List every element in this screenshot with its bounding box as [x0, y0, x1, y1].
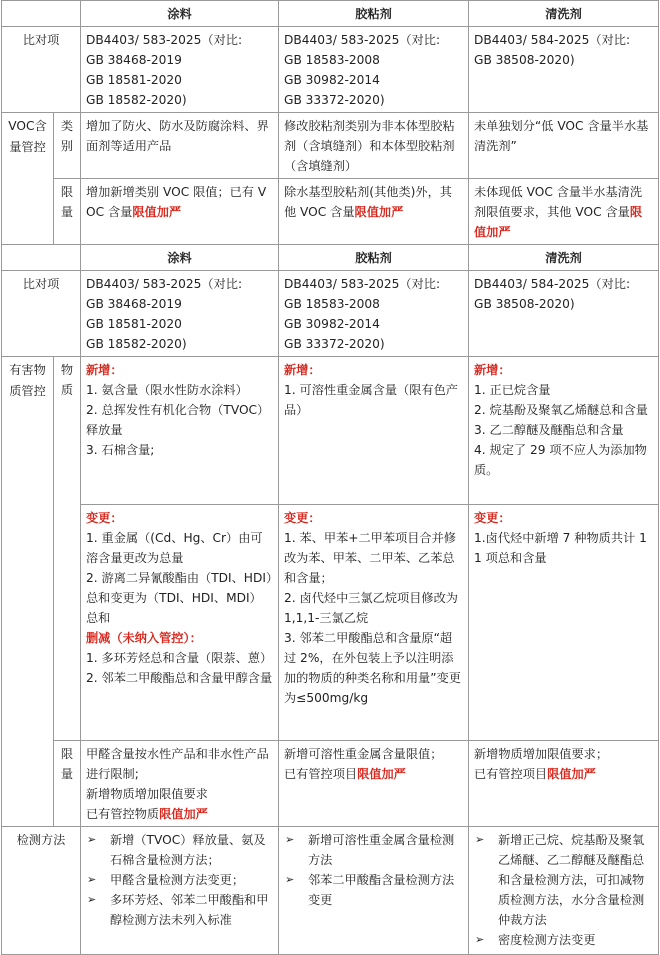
compare-line: GB 38468-2019 — [86, 53, 182, 67]
hazard-limit-paint — [81, 741, 279, 827]
list-item: 2. 邻苯二甲酸酯总和含量甲醇含量 — [86, 671, 273, 685]
list-item: 1.卤代烃中新增 7 种物质共计 11 项总和含量 — [474, 531, 647, 565]
changed-label: 变更： — [86, 511, 123, 525]
compare-line: GB 18581-2020 — [86, 73, 182, 87]
compare-line: DB4403/ 584-2025（对比: — [474, 33, 631, 47]
tightened-label: 限值加严 — [547, 767, 596, 781]
list-item: 3. 乙二醇醚及醚酯总和含量 — [474, 423, 624, 437]
list-item: 1. 重金属（(Cd、Hg、Cr）由可溶含量更改为总量 — [86, 531, 263, 565]
compare-line: GB 33372-2020) — [284, 93, 385, 107]
added-label: 新增： — [86, 363, 123, 377]
limit-text: 已有管控项目 — [284, 767, 358, 781]
bullet-item: ➢ 新增可溶性重金属含量检测方法 — [284, 830, 463, 870]
voc-limit-paint — [81, 179, 279, 245]
list-item: 1. 正已烷含量 — [474, 383, 551, 397]
list-item: 3. 邻苯二甲酸酯总和含量原“超过 2%，在外包装上予以注明添加的物质的种类名称和用量”变更为≤500mg/kg — [284, 631, 461, 705]
compare-paint — [81, 271, 279, 357]
hazard-limit-cleaner — [469, 741, 659, 827]
limit-text: 已有管控物质 — [86, 807, 160, 821]
compare-line: GB 33372-2020) — [284, 337, 385, 351]
test-method-adhesive — [279, 827, 469, 955]
voc-limit-text: 未体现低 VOC 含量半水基清洗剂限值要求，其他 VOC 含量 — [474, 185, 643, 219]
comparison-table — [1, 0, 659, 955]
hazard-added-cleaner — [469, 357, 659, 505]
compare-line: DB4403/ 583-2025（对比: — [86, 277, 243, 291]
compare-paint — [81, 27, 279, 113]
bullet-item: ➢ 邻苯二甲酸酯含量检测方法变更 — [284, 870, 463, 910]
test-method-row — [2, 827, 659, 955]
voc-limit-adhesive — [279, 179, 469, 245]
limit-line — [284, 764, 463, 784]
hazard-changed-cleaner — [469, 505, 659, 741]
bullet-item: ➢ 多环芳烃、邻苯二甲酸酯和甲醇检测方法未列入标准 — [86, 890, 273, 930]
hazard-label: 有害物质管控 — [2, 357, 54, 827]
limit-line: 新增物质增加限值要求； — [474, 747, 609, 761]
added-label: 新增： — [474, 363, 511, 377]
compare-adhesive — [279, 27, 469, 113]
changed-label: 变更： — [284, 511, 321, 525]
compare-line: DB4403/ 583-2025（对比: — [86, 33, 243, 47]
hazard-limit-row — [2, 741, 659, 827]
compare-line: GB 30982-2014 — [284, 317, 380, 331]
hazard-limit-adhesive — [279, 741, 469, 827]
compare-line: GB 38508-2020) — [474, 297, 575, 311]
compare-label: 比对项 — [2, 271, 81, 357]
header-cleaner: 清洗剂 — [469, 245, 659, 271]
voc-limit-cleaner — [469, 179, 659, 245]
compare-line: DB4403/ 583-2025（对比: — [284, 277, 441, 291]
tightened-label: 限值加严 — [357, 767, 406, 781]
header-row — [2, 1, 659, 27]
compare-line: GB 30982-2014 — [284, 73, 380, 87]
compare-line: GB 38508-2020) — [474, 53, 575, 67]
bullet-item: ➢ 密度检测方法变更 — [474, 930, 653, 950]
bullet-item: ➢ 新增正己烷、烷基酚及聚氧乙烯醚、乙二醇醚及醚酯总和含量检测方法，可扣减物质检测方法，水分含量检测仲裁方法 — [474, 830, 653, 930]
list-item: 1. 氨含量（限水性防水涂料） — [86, 383, 248, 397]
list-item: 4. 规定了 29 项不应人为添加物质。 — [474, 443, 647, 477]
header-adhesive: 胶粘剂 — [279, 245, 469, 271]
voc-category-cleaner: 未单独划分“低 VOC 含量半水基清洗剂” — [469, 113, 659, 179]
voc-category-label: 类别 — [54, 113, 81, 179]
compare-label: 比对项 — [2, 27, 81, 113]
compare-cleaner — [469, 271, 659, 357]
test-method-label: 检测方法 — [2, 827, 81, 955]
list-item: 1. 多环芳烃总和含量（限萘、蒽） — [86, 651, 273, 665]
hazard-added-row — [2, 357, 659, 505]
tightened-label: 限值加严 — [159, 807, 208, 821]
hazard-added-adhesive — [279, 357, 469, 505]
bullet-item: ➢ 新增（TVOC）释放量、氨及石棉含量检测方法； — [86, 830, 273, 870]
compare-line: GB 38468-2019 — [86, 297, 182, 311]
voc-label: VOC含量管控 — [2, 113, 54, 245]
tightened-label: 限值加严 — [132, 205, 182, 219]
header-cleaner: 清洗剂 — [469, 1, 659, 27]
hazard-changed-paint — [81, 505, 279, 741]
voc-limit-text: 除水基型胶粘剂(其他类)外，其他 VOC 含量 — [284, 185, 452, 219]
bullet-item: ➢ 甲醛含量检测方法变更； — [86, 870, 273, 890]
list-item: 2. 游离二异氰酸酯由（TDI、HDI）总和变更为（TDI、HDI、MDI）总和 — [86, 571, 273, 625]
header-blank-cell — [2, 1, 81, 27]
tightened-label: 限值加严 — [354, 205, 404, 219]
hazard-limit-label: 限量 — [54, 741, 81, 827]
header-row — [2, 245, 659, 271]
voc-limit-label: 限量 — [54, 179, 81, 245]
tightened-label: 限值加严 — [474, 205, 643, 239]
list-item: 2. 总挥发性有机化合物（TVOC）释放量 — [86, 403, 270, 437]
added-label: 新增： — [284, 363, 321, 377]
list-item: 2. 烷基酚及聚氧乙烯醚总和含量 — [474, 403, 648, 417]
limit-line — [474, 764, 653, 784]
compare-adhesive — [279, 271, 469, 357]
header-adhesive: 胶粘剂 — [279, 1, 469, 27]
compare-row — [2, 27, 659, 113]
compare-line: GB 18583-2008 — [284, 297, 380, 311]
compare-line: GB 18582-2020) — [86, 93, 187, 107]
limit-text: 已有管控项目 — [474, 767, 548, 781]
compare-line: GB 18582-2020) — [86, 337, 187, 351]
voc-limit-text: 增加新增类别 VOC 限值；已有 VOC 含量 — [86, 185, 267, 219]
limit-line — [86, 804, 273, 824]
list-item: 1. 苯、甲苯+二甲苯项目合并修改为苯、甲苯、二甲苯、乙苯总和含量； — [284, 531, 456, 585]
voc-category-adhesive: 修改胶粘剂类别为非本体型胶粘剂（含填缝剂）和本体型胶粘剂（含填缝剂） — [279, 113, 469, 179]
compare-line: DB4403/ 584-2025（对比: — [474, 277, 631, 291]
test-method-cleaner — [469, 827, 659, 955]
removed-label: 删减（未纳入管控）： — [86, 631, 202, 645]
compare-line: GB 18581-2020 — [86, 317, 182, 331]
compare-line: DB4403/ 583-2025（对比: — [284, 33, 441, 47]
hazard-changed-row — [2, 505, 659, 741]
compare-row — [2, 271, 659, 357]
list-item: 3. 石棉含量; — [86, 443, 155, 457]
voc-limit-row — [2, 179, 659, 245]
list-item: 2. 卤代烃中三氯乙烷项目修改为 1,1,1-三氯乙烷 — [284, 591, 458, 625]
header-blank-cell — [2, 245, 81, 271]
voc-category-row — [2, 113, 659, 179]
changed-label: 变更： — [474, 511, 511, 525]
hazard-changed-adhesive — [279, 505, 469, 741]
hazard-added-paint — [81, 357, 279, 505]
compare-line: GB 18583-2008 — [284, 53, 380, 67]
test-method-paint — [81, 827, 279, 955]
hazard-substance-label: 物质 — [54, 357, 81, 741]
header-paint: 涂料 — [81, 245, 279, 271]
limit-line: 新增可溶性重金属含量限值； — [284, 747, 443, 761]
limit-line: 甲醛含量按水性产品和非水性产品进行限制; — [86, 747, 269, 781]
header-paint: 涂料 — [81, 1, 279, 27]
list-item: 1. 可溶性重金属含量（限有色产品） — [284, 383, 458, 417]
compare-cleaner — [469, 27, 659, 113]
voc-category-paint: 增加了防火、防水及防腐涂料、界面剂等适用产品 — [81, 113, 279, 179]
limit-line: 新增物质增加限值要求 — [86, 787, 208, 801]
